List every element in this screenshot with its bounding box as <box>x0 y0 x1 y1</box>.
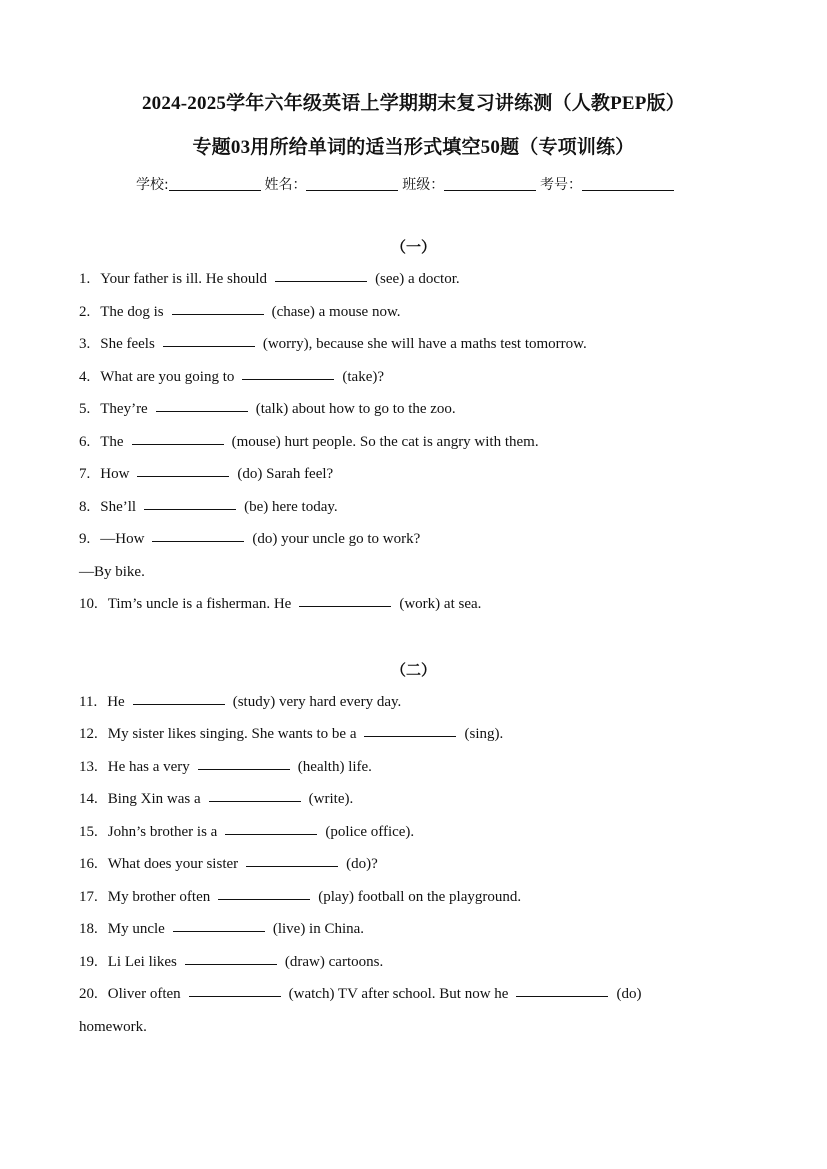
question-text-before: They’re <box>100 401 148 417</box>
question-text-after: (study) very hard every day. <box>232 694 402 710</box>
answer-blank[interactable] <box>172 313 264 315</box>
answer-blank[interactable] <box>163 345 255 347</box>
question-text-before: Bing Xin was a <box>107 791 201 807</box>
question-text-after: (write). <box>308 791 354 807</box>
question-text-before: My brother often <box>107 889 211 905</box>
question-text-after: (mouse) hurt people. So the cat is angry with them. <box>231 434 539 450</box>
question-item <box>79 401 456 418</box>
question-item <box>79 499 338 516</box>
question-item <box>79 304 401 321</box>
question-item <box>79 921 364 938</box>
question-number: 20. <box>79 986 98 1002</box>
question-text-after: (be) here today. <box>244 499 338 515</box>
class-blank[interactable] <box>444 176 536 191</box>
question-number: 2. <box>79 304 91 320</box>
question-text-after: (draw) cartoons. <box>284 954 384 970</box>
answer-blank[interactable] <box>144 508 236 510</box>
question-item <box>79 759 372 776</box>
student-info-line <box>136 174 674 194</box>
answer-blank[interactable] <box>299 605 391 607</box>
question-number: 3. <box>79 336 91 352</box>
question-item <box>79 986 641 1003</box>
question-text-before: She’ll <box>100 499 137 515</box>
question-text-before: What does your sister <box>107 856 239 872</box>
answer-blank[interactable] <box>132 443 224 445</box>
question-number: 8. <box>79 499 91 515</box>
question-text-after: (do) Sarah feel? <box>237 466 334 482</box>
question-item <box>79 824 414 841</box>
question-text-before: He has a very <box>107 759 190 775</box>
question-item <box>79 726 503 743</box>
question-text-after: (talk) about how to go to the zoo. <box>255 401 456 417</box>
question-text-before: He <box>107 694 125 710</box>
question-number: 4. <box>79 369 91 385</box>
name-label: 姓名： <box>264 177 307 193</box>
exam-number-label: 考号： <box>539 177 582 193</box>
document-title: 2024-2025学年六年级英语上学期期末复习讲练测（人教PEP版） <box>141 93 685 114</box>
answer-blank[interactable] <box>189 995 281 997</box>
question-text-after: (work) at sea. <box>399 596 482 612</box>
question-number: 1. <box>79 271 91 287</box>
question-item <box>79 596 481 613</box>
answer-blank[interactable] <box>275 280 367 282</box>
document-subtitle: 专题03用所给单词的适当形式填空50题（专项训练） <box>192 137 635 158</box>
question-item <box>79 791 353 808</box>
answer-blank[interactable] <box>156 410 248 412</box>
question-item <box>79 336 587 353</box>
answer-line: —By bike. <box>79 564 145 580</box>
question-text-before: My uncle <box>107 921 165 937</box>
question-text-before: She feels <box>100 336 155 352</box>
exam-number-blank[interactable] <box>582 176 674 191</box>
question-text-after: (sing). <box>464 726 504 742</box>
question-text-after: (health) life. <box>297 759 372 775</box>
question-number: 18. <box>79 921 98 937</box>
answer-blank[interactable] <box>198 768 290 770</box>
question-number: 14. <box>79 791 98 807</box>
question-text-before: What are you going to <box>100 369 235 385</box>
section-heading-1: （一） <box>390 240 436 256</box>
question-item <box>79 531 420 548</box>
question-item <box>79 856 378 873</box>
class-label: 班级： <box>402 177 445 193</box>
question-number: 10. <box>79 596 98 612</box>
question-text-after: (do)? <box>346 856 378 872</box>
answer-blank[interactable] <box>218 898 310 900</box>
answer-blank[interactable] <box>364 735 456 737</box>
question-text-before: How <box>100 466 130 482</box>
answer-blank-2[interactable] <box>516 995 608 997</box>
question-text-after: (worry), because she will have a maths test tomorrow. <box>262 336 587 352</box>
answer-blank[interactable] <box>137 475 229 477</box>
question-number: 13. <box>79 759 98 775</box>
answer-blank[interactable] <box>173 930 265 932</box>
question-text-before: The dog is <box>100 304 164 320</box>
question-number: 9. <box>79 531 91 547</box>
question-text-after: (chase) a mouse now. <box>271 304 401 320</box>
question-item <box>79 694 401 711</box>
answer-blank[interactable] <box>185 963 277 965</box>
question-number: 5. <box>79 401 91 417</box>
question-text-before: The <box>100 434 124 450</box>
question-text-after: (police office). <box>325 824 415 840</box>
question-text-before: Tim’s uncle is a fisherman. He <box>107 596 292 612</box>
question-number: 19. <box>79 954 98 970</box>
question-text-before: Oliver often <box>107 986 181 1002</box>
question-text-before: My sister likes singing. She wants to be a <box>107 726 357 742</box>
question-item <box>79 889 521 906</box>
answer-blank[interactable] <box>209 800 301 802</box>
question-number: 16. <box>79 856 98 872</box>
question-text-before: —How <box>100 531 145 547</box>
question-text-after: (see) a doctor. <box>375 271 460 287</box>
question-text-after: (live) in China. <box>272 921 365 937</box>
question-number: 11. <box>79 694 98 710</box>
question-text-before: John’s brother is a <box>107 824 218 840</box>
question-text-after: (watch) TV after school. But now he <box>288 986 509 1002</box>
question-text-after: (take)? <box>342 369 385 385</box>
answer-blank[interactable] <box>225 833 317 835</box>
question-text-before: Your father is ill. He should <box>100 271 268 287</box>
question-item <box>79 466 333 483</box>
question-item <box>79 369 384 386</box>
question-number: 12. <box>79 726 98 742</box>
question-text-after: (do) your uncle go to work? <box>252 531 421 547</box>
answer-blank[interactable] <box>152 540 244 542</box>
section-heading-2: （二） <box>390 663 436 679</box>
question-item <box>79 954 383 971</box>
question-item <box>79 434 539 451</box>
question-number: 17. <box>79 889 98 905</box>
question-item <box>79 271 460 288</box>
answer-blank[interactable] <box>133 703 225 705</box>
school-label: 学校: <box>136 177 169 193</box>
question-number: 15. <box>79 824 98 840</box>
name-blank[interactable] <box>306 176 398 191</box>
question-text-before: Li Lei likes <box>107 954 177 970</box>
question-number: 6. <box>79 434 91 450</box>
question-text-after-2: (do) <box>616 986 642 1002</box>
answer-blank[interactable] <box>246 865 338 867</box>
school-blank[interactable] <box>169 176 261 191</box>
question-text-after: (play) football on the playground. <box>318 889 522 905</box>
question-continuation: homework. <box>79 1019 147 1035</box>
question-number: 7. <box>79 466 91 482</box>
answer-blank[interactable] <box>242 378 334 380</box>
